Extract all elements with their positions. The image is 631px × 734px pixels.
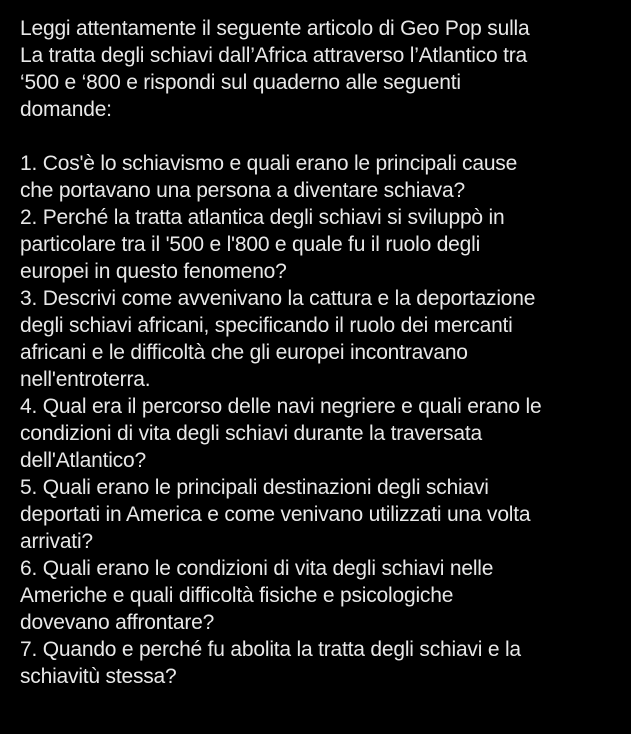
question-line: deportati in America e come venivano utilizzati una volta	[20, 503, 531, 526]
question-line: africani e le difficoltà che gli europei incontravano	[20, 341, 468, 364]
intro-line: ‘500 e ‘800 e rispondi sul quaderno alle seguenti	[20, 71, 461, 94]
paragraph-spacer	[20, 123, 627, 150]
question-line: 3. Descrivi come avvenivano la cattura e la deportazione	[20, 287, 536, 310]
question-line: arrivati?	[20, 530, 93, 553]
question-line: dovevano affrontare?	[20, 611, 215, 634]
intro-line: Leggi attentamente il seguente articolo di Geo Pop sulla	[20, 17, 530, 40]
question-line: 6. Quali erano le condizioni di vita degli schiavi nelle	[20, 557, 494, 580]
question-line: condizioni di vita degli schiavi durante la traversata	[20, 422, 482, 445]
intro-paragraph	[20, 15, 627, 123]
question-line: 5. Quali erano le principali destinazioni degli schiavi	[20, 476, 489, 499]
question-line: particolare tra il '500 e l'800 e quale fu il ruolo degli	[20, 233, 481, 256]
question-line: degli schiavi africani, specificando il ruolo dei mercanti	[20, 314, 513, 337]
question-2	[20, 204, 627, 285]
question-5	[20, 474, 627, 555]
question-line: 1. Cos'è lo schiavismo e quali erano le principali cause	[20, 152, 518, 175]
intro-line: La tratta degli schiavi dall’Africa attraverso l’Atlantico tra	[20, 44, 528, 67]
question-line: 4. Qual era il percorso delle navi negriere e quali erano le	[20, 395, 542, 418]
question-line: nell'entroterra.	[20, 368, 151, 391]
question-line: dell'Atlantico?	[20, 449, 146, 472]
question-line: 2. Perché la tratta atlantica degli schiavi si sviluppò in	[20, 206, 505, 229]
intro-line: domande:	[20, 98, 112, 121]
question-line: che portavano una persona a diventare schiava?	[20, 179, 465, 202]
question-7	[20, 636, 627, 690]
question-4	[20, 393, 627, 474]
question-line: europei in questo fenomeno?	[20, 260, 287, 283]
question-line: 7. Quando e perché fu abolita la tratta degli schiavi e la	[20, 638, 521, 661]
question-3	[20, 285, 627, 393]
question-6	[20, 555, 627, 636]
question-1	[20, 150, 627, 204]
question-line: schiavitù stessa?	[20, 665, 177, 688]
question-line: Americhe e quali difficoltà fisiche e psicologiche	[20, 584, 454, 607]
question-list	[20, 150, 627, 690]
